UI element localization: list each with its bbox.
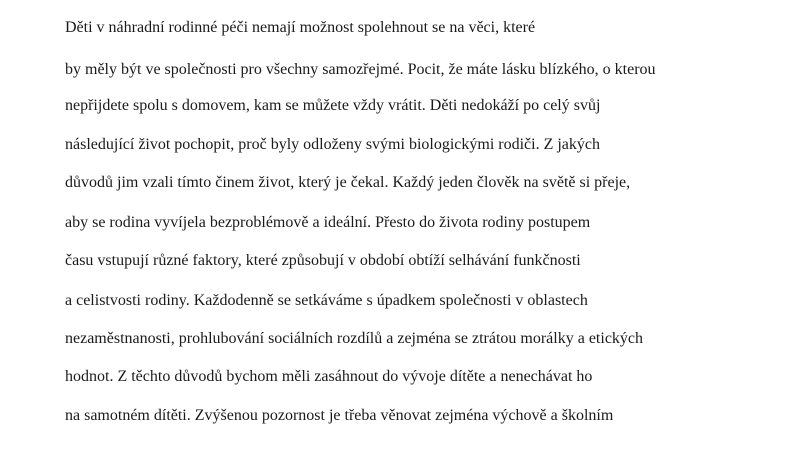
text-line: a celistvosti rodiny. Každodenně se setkáváme s úpadkem společnosti v oblastech (65, 292, 588, 309)
text-line: následující život pochopit, proč byly odloženy svými biologickými rodiči. Z jakých (65, 136, 601, 153)
text-line: by měly být ve společnosti pro všechny samozřejmé. Pocit, že máte lásku blízkého, o kterou (65, 61, 656, 78)
text-line: na samotném dítěti. Zvýšenou pozornost je třeba věnovat zejména výchově a školním (65, 407, 614, 424)
text-line: Děti v náhradní rodinné péči nemají možnost spolehnout se na věci, které (65, 19, 536, 36)
text-line: nezaměstnanosti, prohlubování sociálních rozdílů a zejména se ztrátou morálky a etických (65, 330, 644, 347)
text-line: důvodů jim vzali tímto činem život, který je čekal. Každý jeden člověk na světě si přeje, (65, 174, 631, 191)
text-line: hodnot. Z těchto důvodů bychom měli zasáhnout do vývoje dítěte a nenechávat ho (65, 368, 593, 385)
text-line: aby se rodina vyvíjela bezproblémově a ideální. Přesto do života rodiny postupem (65, 214, 591, 231)
text-line: nepřijdete spolu s domovem, kam se můžete vždy vrátit. Děti nedokáží po celý svůj (65, 97, 601, 114)
text-line: času vstupují různé faktory, které způsobují v období obtíží selhávání funkčnosti (65, 252, 581, 269)
